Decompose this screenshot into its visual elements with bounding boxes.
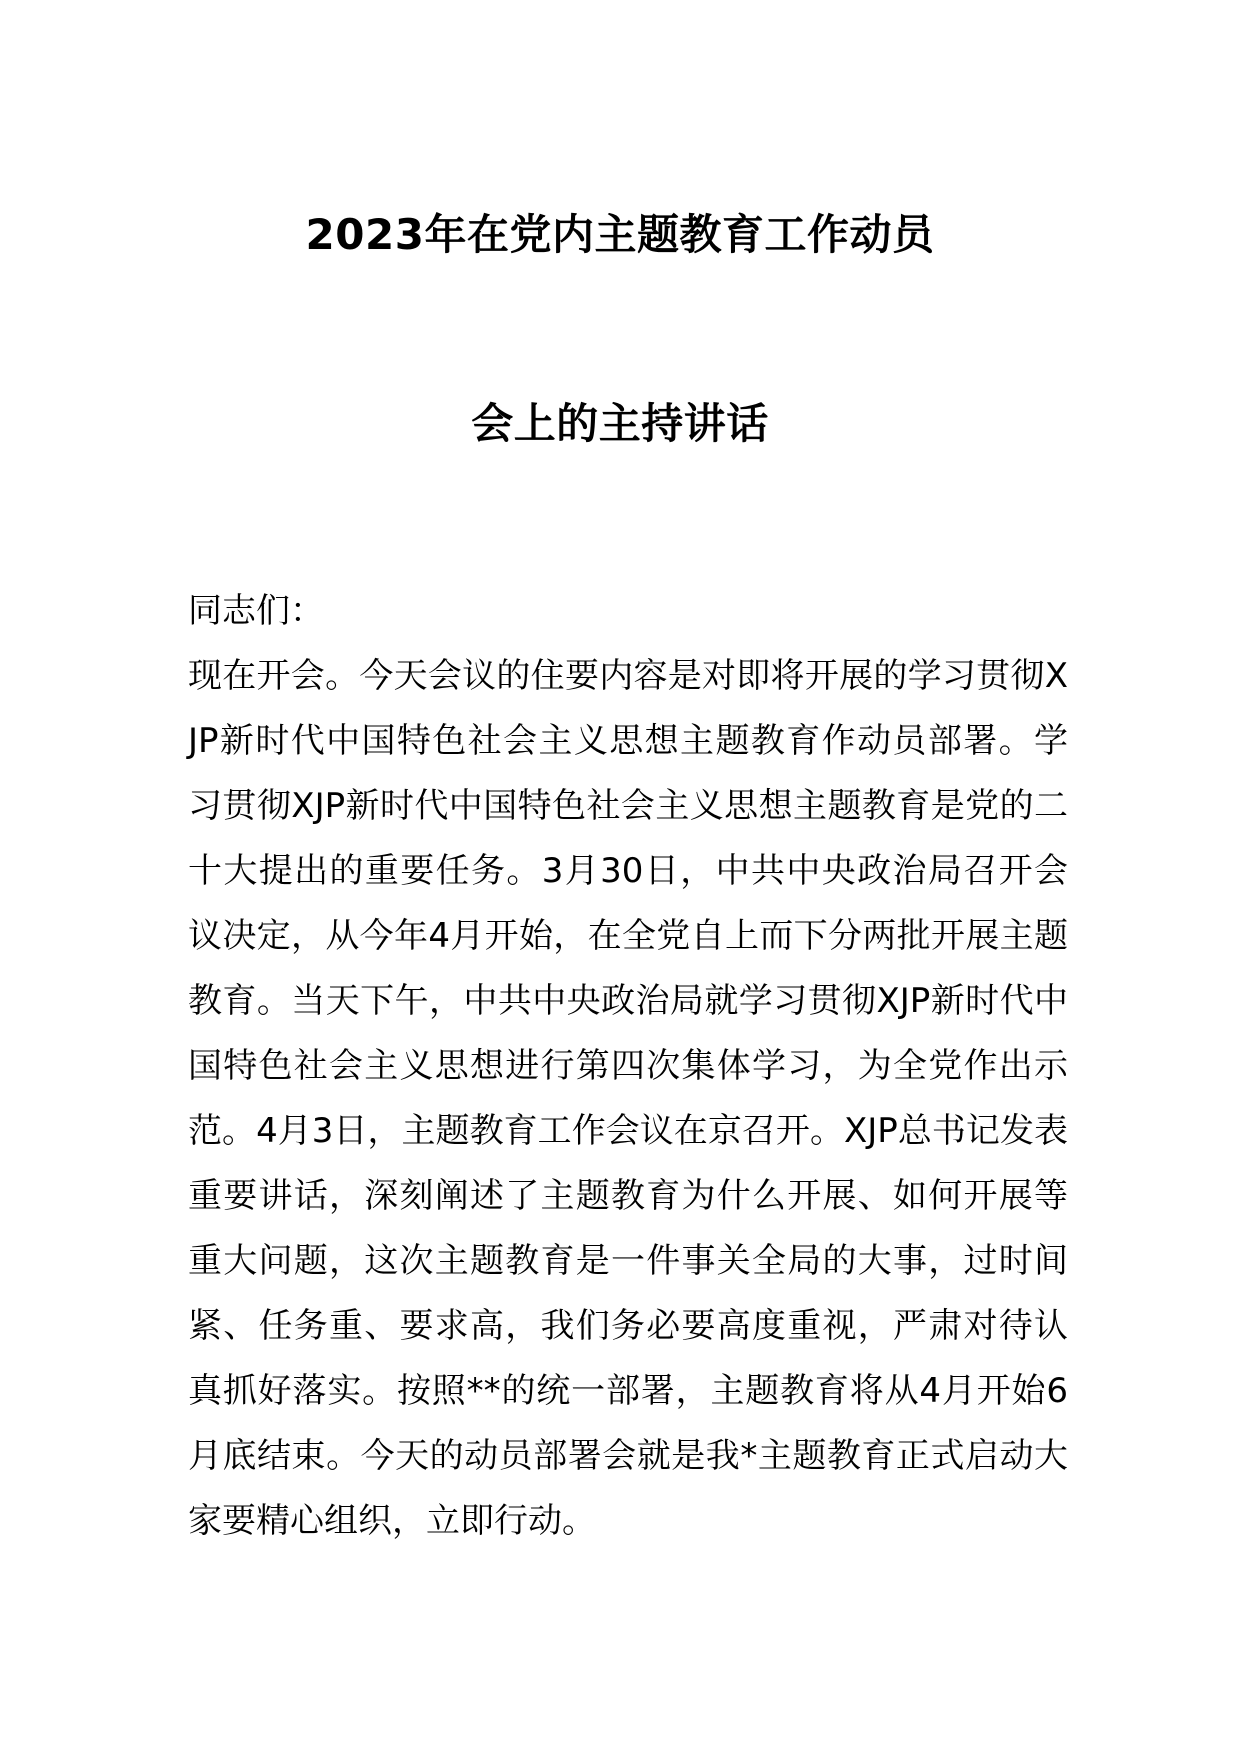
document-title-line-2: 会上的主持讲话 bbox=[471, 399, 769, 448]
body-paragraph: 现在开会。今天会议的住要内容是对即将开展的学习贯彻XJP新时代中国特色社会主义思想主题教育作动员部署。学习贯彻XJP新时代中国特色社会主义思想主题教育是党的二十大提出的重要任务。3月30日，中共中央政治局召开会议决定，从今年4月开始，在全党自上而下分两批开展主题教育。当天下午，中共中央政治局就学习贯彻XJP新时代中国特色社会主义思想进行第四次集体学习，为全党作出示范。4月3日，主题教育工作会议在京召开。XJP总书记发表重要讲话，深刻阐述了主题教育为什么开展、如何开展等重大问题，这次主题教育是一件事关全局的大事，过时间紧、任务重、要求高，我们务必要高度重视，严肃对待认真抓好落实。按照**的统一部署，主题教育将从4月开始6月底结束。今天的动员部署会就是我*主题教育正式启动大家要精心组织，立即行动。 bbox=[188, 656, 1068, 1541]
document-body bbox=[188, 579, 1068, 1554]
salutation: 同志们： bbox=[188, 591, 324, 631]
document-title-line-1: 2023年在党内主题教育工作动员 bbox=[305, 210, 935, 259]
